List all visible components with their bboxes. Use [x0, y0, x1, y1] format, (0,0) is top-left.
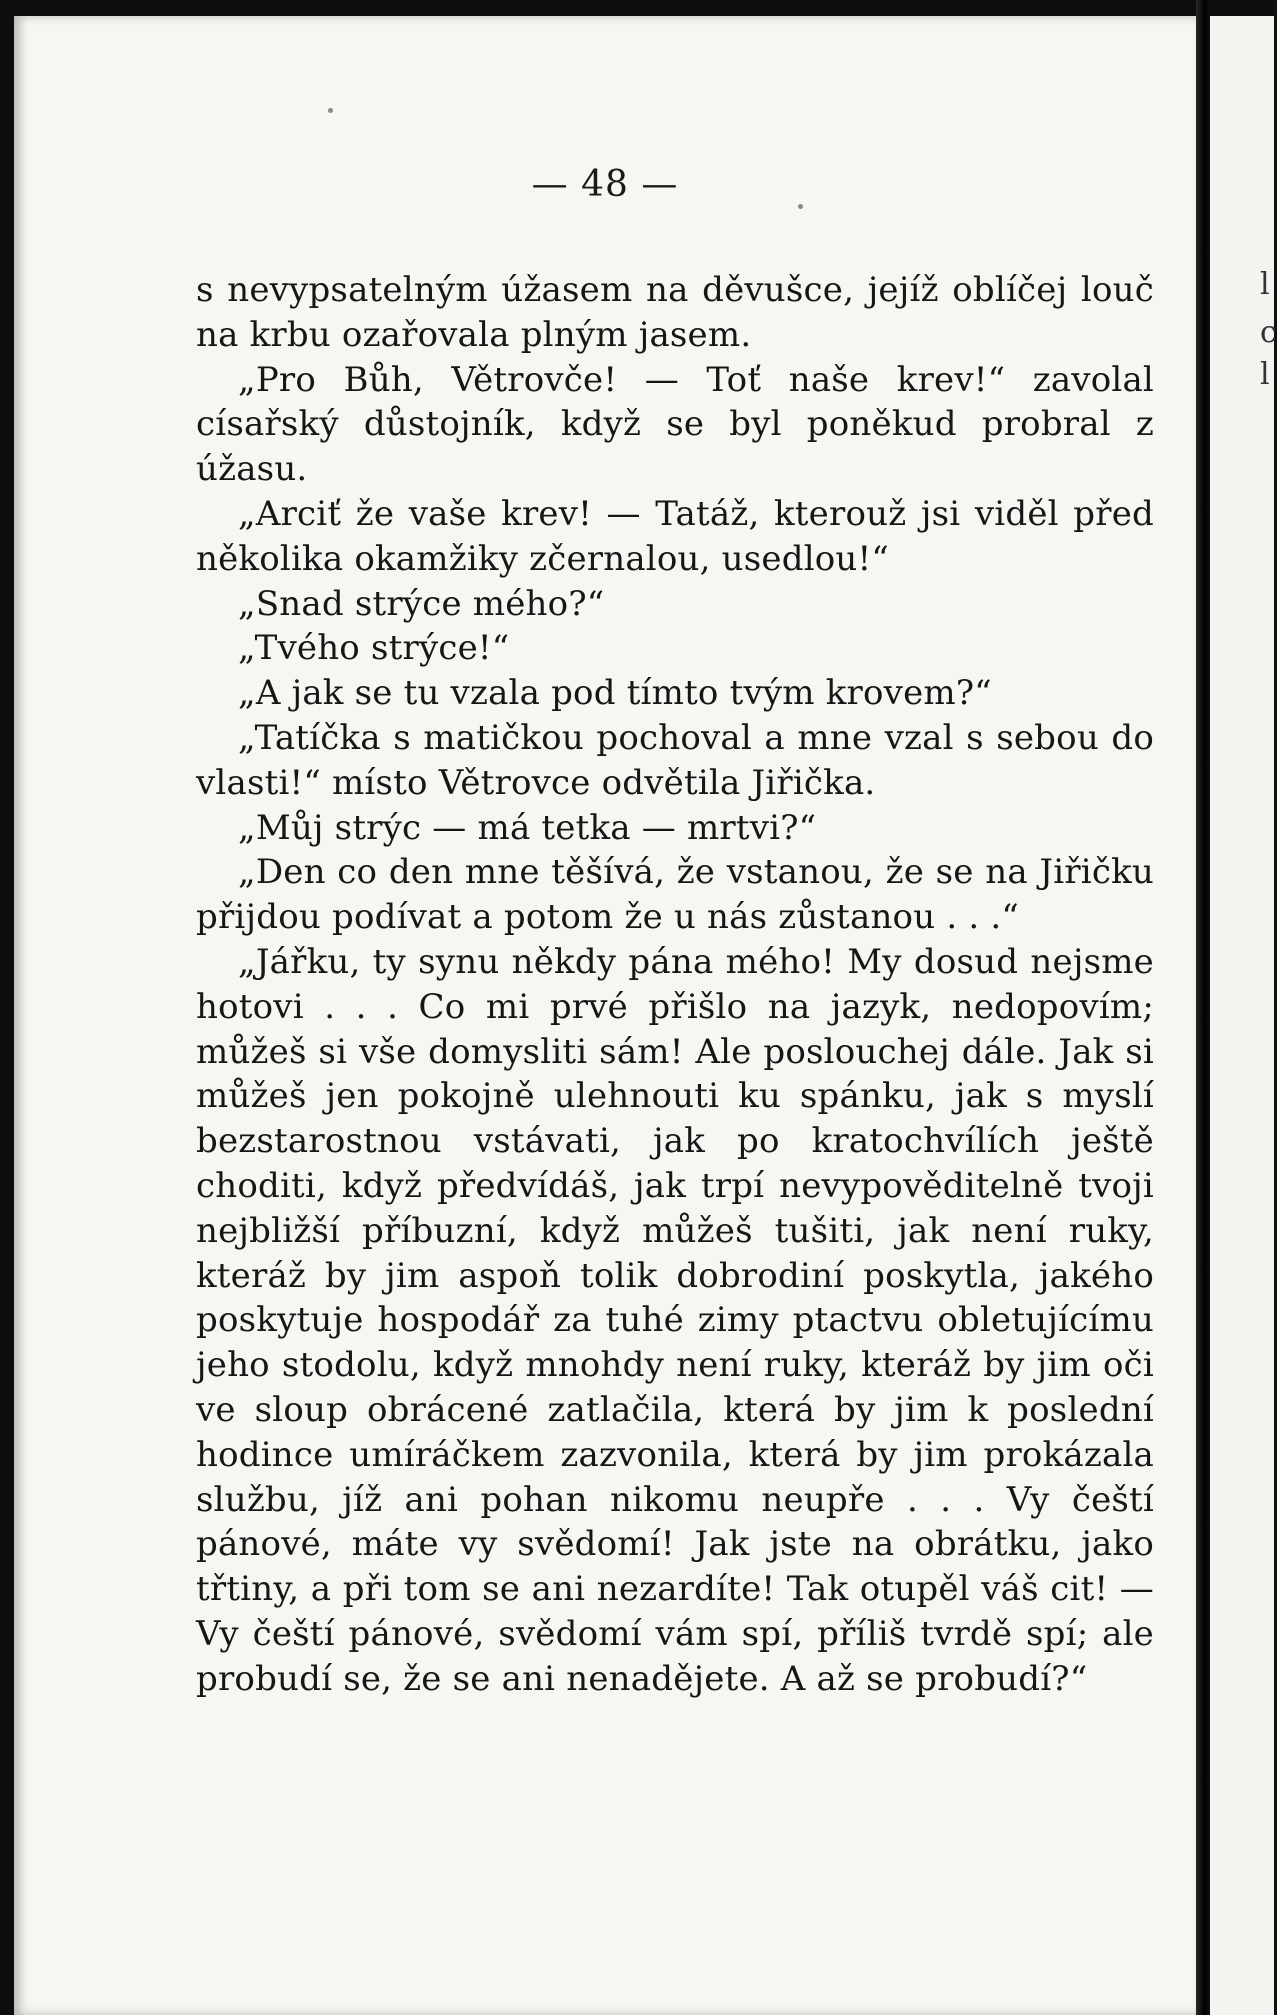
paragraph-5: „Tvého strýce!“	[238, 628, 510, 669]
paragraph-1: s nevypsatelným úžasem na děvušce, jejíž oblíčej louč na krbu ozařovala plným jasem.	[196, 270, 1154, 355]
facing-page-letter: l	[1260, 357, 1270, 392]
paragraph-4: „Snad strýce mého?“	[238, 583, 605, 624]
paragraph-7: „Tatíčka s matičkou pochoval a mne vzal s sebou do vlasti!“ místo Větrovce odvětila Jiřička.	[196, 717, 1154, 803]
paragraph-8: „Můj strýc — má tetka — mrtvi?“	[238, 807, 817, 848]
paragraph-10: „Jářku, ty synu někdy pána mého! My dosud nejsme hotovi . . . Co mi prvé přišlo na jazyk, nedopovím; můžeš si vše domysliti sám! Ale poslouchej dále. Jak si můžeš jen pokojně ulehnouti ku spánku, jak s myslí bezstarostnou vstávati, jak po kratochvílích ještě choditi, když předvídáš, jak trpí nevypověditelně tvoji nejbližší příbuzní, když můžeš tušiti, jak není ruky, kteráž by jim aspoň tolik dobrodiní poskytla, jakého poskytuje hospodář za tuhé zimy ptactvu obletujícímu jeho stodolu, když mnohdy není ruky, kteráž by jim oči ve sloup obrácené zatlačila, která by jim k poslední hodince umíráčkem zazvonila, která by jim prokázala službu, jíž ani pohan nikomu neupře . . . Vy čeští pánové, máte vy svědomí! Jak jste na obrátku, jako třtiny, a při tom se ani nezardíte! Tak otupěl váš cit! — Vy čeští pánové, svědomí vám spí, příliš tvrdě spí; ale probudí se, že se ani nenadějete. A až se probudí?“	[196, 941, 1154, 1699]
page-text	[196, 268, 1154, 1702]
facing-page-letter: l	[1260, 267, 1270, 302]
paragraph-6: „A jak se tu vzala pod tímto tvým krovem?“	[238, 673, 992, 714]
paragraph-9: „Den co den mne těšívá, že vstanou, že se na Jiřičku přijdou podívat a potom že u nás zůstanou . . .“	[196, 852, 1154, 938]
paragraph-2: „Pro Bůh, Větrovče! — Toť naše krev!“ zavolal císařský důstojník, když se byl poněkud probral z úžasu.	[196, 359, 1154, 490]
book-page	[14, 16, 1196, 2015]
paper-speck	[798, 204, 803, 209]
page-number: — 48 —	[531, 164, 679, 205]
facing-page-letter: c	[1260, 315, 1277, 350]
book-gutter	[1196, 0, 1210, 2015]
paragraph-3: „Arciť že vaše krev! — Tatáž, kterouž jsi viděl před několika okamžiky zčernalou, usedlou!“	[196, 493, 1154, 579]
paper-speck	[328, 108, 333, 113]
scan-frame-left	[0, 0, 14, 2015]
